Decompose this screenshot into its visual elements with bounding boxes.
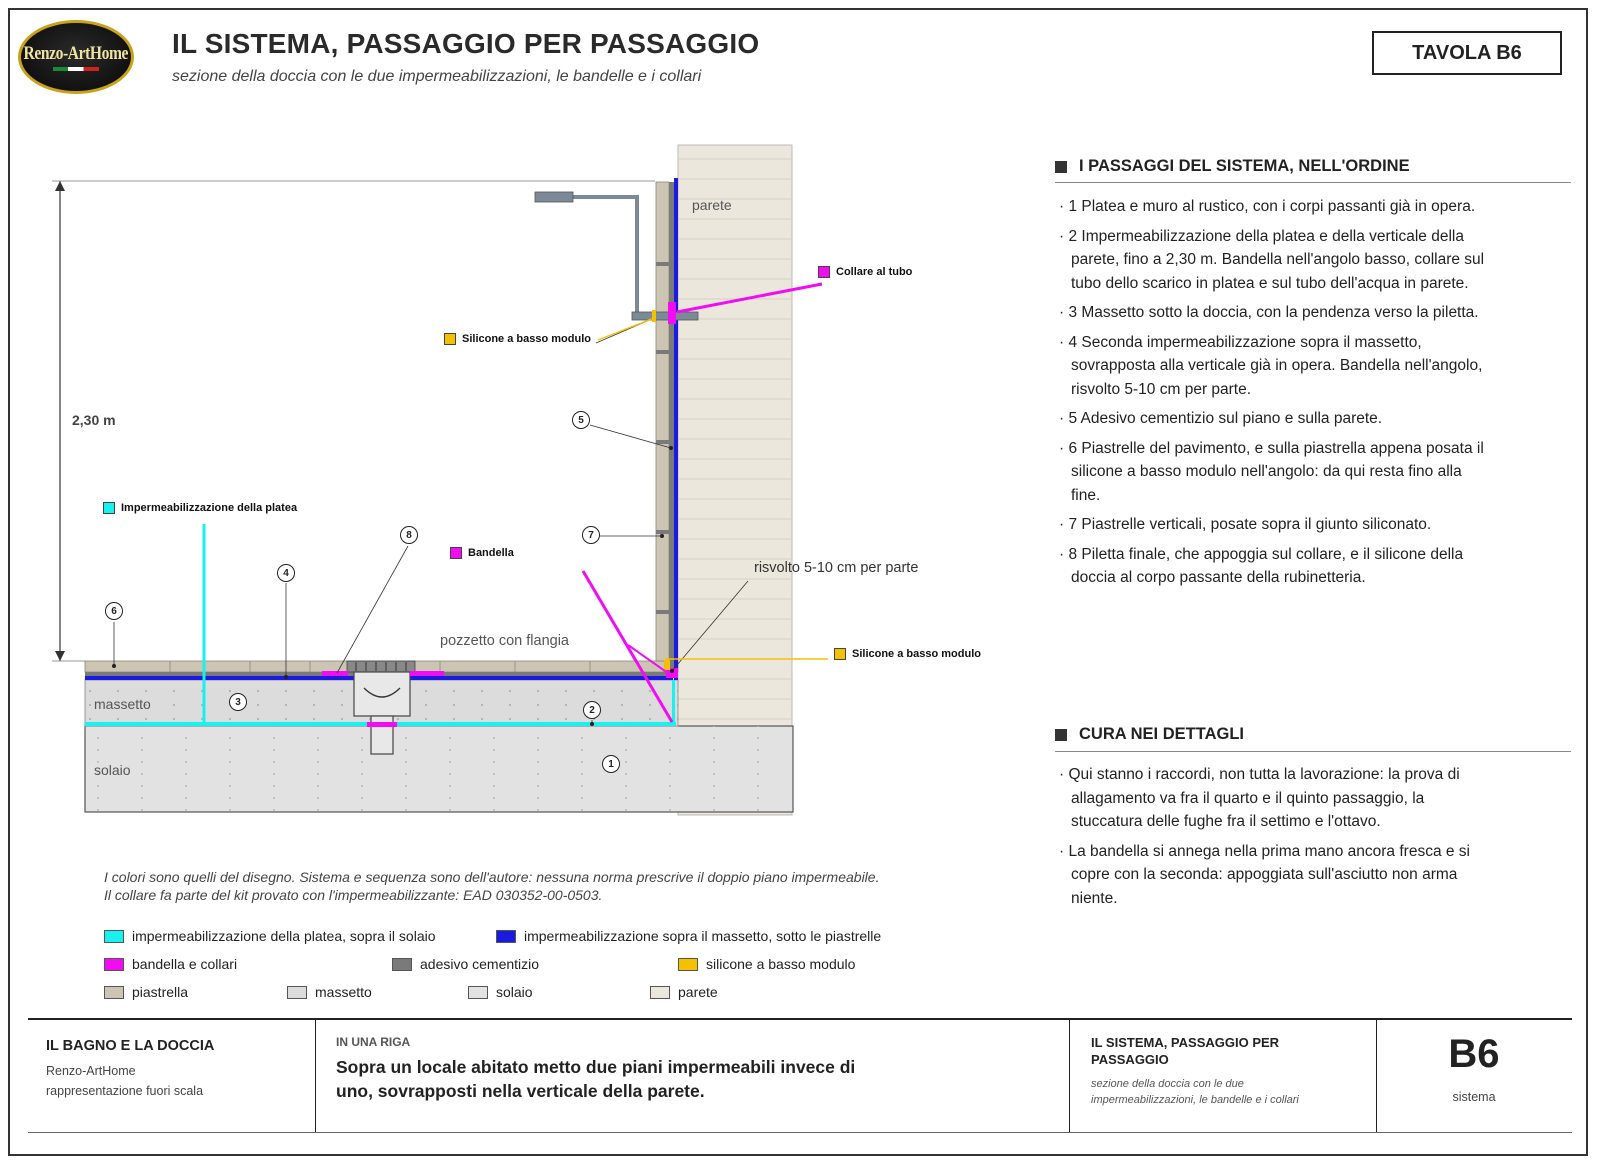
drain-pipe [371,716,393,754]
step-item: · 5 Adesivo cementizio sul piano e sulla parete. [1059,410,1383,427]
legend-label: impermeabilizzazione della platea, sopra il solaio [132,928,436,944]
logo-text: Renzo-ArtHome [23,43,129,64]
square-bullet-icon [1055,729,1067,741]
swatch-cyan [103,502,115,514]
step-item: · 1 Platea e muro al rustico, con i corpi passanti già in opera. [1059,198,1476,215]
legend-swatch [650,986,670,999]
callout-bandella [450,547,514,559]
page-title: IL SISTEMA, PASSAGGIO PER PASSAGGIO [172,28,760,59]
tavola-badge: TAVOLA B6 [1372,31,1562,75]
marker-1: 1 [602,755,620,773]
step-item: · 2 Impermeabilizzazione della platea e della verticale della parete, fino a 2,30 m. Bandella nell'angolo basso, collare sul tubo dello scarico in platea e sul tubo dell'acqua in parete. [1059,227,1485,292]
legend-item [468,984,533,1000]
legend-swatch [287,986,307,999]
marker-6: 6 [105,602,123,620]
height-label: 2,30 m [72,412,116,428]
steps-list [1055,195,1485,596]
callout-silicone-top [444,333,591,345]
footer-sheet-code: B6 [1448,1032,1500,1076]
step-item: · 6 Piastrelle del pavimento, e sulla piastrella appena posata il silicone a basso modulo nell'angolo: da qui resta fino alla fine. [1059,439,1484,504]
label-massetto: massetto [94,696,151,712]
page-subtitle: sezione della doccia con le due impermeabilizzazioni, le bandelle e i collari [172,68,702,85]
legend-label: adesivo cementizio [420,956,540,972]
wall-membrane-blue [674,178,678,680]
callout-silicone-bottom [834,648,981,660]
legend-swatch [468,986,488,999]
divider [1055,751,1571,752]
step-item: · 7 Piastrelle verticali, posate sopra il giunto siliconato. [1059,516,1432,533]
step-item: · 4 Seconda impermeabilizzazione sopra il massetto, sovrapposta alla verticale già in opera. Bandella nell'angolo, risvolto 5-10 cm per parte. [1059,333,1483,398]
step-item: · 8 Piletta finale, che appoggia sul collare, e il silicone della doccia al corpo passante della rubinetteria. [1059,545,1464,586]
label-risvolto: risvolto 5-10 cm per parte [754,560,919,576]
callout-impermeabilizzazione [103,502,297,514]
label-pozzetto: pozzetto con flangia [440,633,569,649]
footer-divider [1069,1018,1070,1132]
callout-bandella-text: Bandella [468,547,514,559]
square-bullet-icon [1055,161,1067,173]
footer-scale-note: rappresentazione fuori scala [46,1084,204,1098]
legend-swatch [678,958,698,971]
marker-5: 5 [572,411,590,429]
drain-body [354,672,410,716]
swatch-yellow [444,333,456,345]
footer-sheet-code-sub: sistema [1452,1090,1496,1104]
footer-bottom-rule [28,1132,1572,1133]
legend-item [287,984,372,1000]
label-parete: parete [692,197,732,213]
footer-summary-text: Sopra un locale abitato metto due piani impermeabili invece di uno, sovrapposti nella verticale della parete. [336,1057,856,1101]
care-heading-text: CURA NEI DETTAGLI [1079,725,1244,743]
swatch-magenta [450,547,462,559]
care-heading [1055,725,1244,744]
footer-author: Renzo-ArtHome [46,1064,136,1078]
diagram-note [104,868,879,904]
care-item: · La bandella si annega nella prima mano ancora fresca e si copre con la seconda: appoggiata sull'asciutto non arma niente. [1059,842,1470,907]
care-list [1055,763,1495,916]
footer-divider [315,1018,316,1132]
legend-item [104,984,188,1000]
legend-label: silicone a basso modulo [706,956,856,972]
wall-tiles [656,182,669,661]
label-solaio: solaio [94,762,131,778]
footer-top-rule [28,1018,1572,1020]
legend-swatch [392,958,412,971]
callout-impermeabilizzazione-text: Impermeabilizzazione della platea [121,502,298,514]
marker-2: 2 [583,701,601,719]
water-pipe [535,197,637,316]
legend-swatch [104,958,124,971]
legend-item [104,956,237,972]
marker-4: 4 [277,564,295,582]
wall-adhesive [669,182,674,676]
legend-label: bandella e collari [132,956,238,972]
legend-swatch [104,930,124,943]
callout-collare [818,266,912,278]
callout-silicone-top-text: Silicone a basso modulo [462,333,591,345]
callout-silicone-bottom-text: Silicone a basso modulo [852,648,981,660]
legend-label: parete [678,984,718,1000]
legend-item [496,928,881,944]
legend-swatch [496,930,516,943]
legend-swatch [104,986,124,999]
step-item: · 3 Massetto sotto la doccia, con la pendenza verso la piletta. [1059,304,1479,321]
care-item: · Qui stanno i raccordi, non tutta la lavorazione: la prova di allagamento va fra il quarto e il quinto passaggio, la stuccatura delle fughe fra il settimo e l'ottavo. [1059,766,1460,830]
legend-item [650,984,718,1000]
legend-label: solaio [496,984,533,1000]
note-line-2: Il collare fa parte del kit provato con l'impermeabilizzante: EAD 030352-00-0503. [104,887,603,903]
legend-item [678,956,855,972]
footer-summary-label: IN UNA RIGA [336,1035,411,1049]
legend-item [392,956,539,972]
marker-8: 8 [400,526,418,544]
marker-3: 3 [229,693,247,711]
footer-sheet-title: IL SISTEMA, PASSAGGIO PER PASSAGGIO [1091,1035,1280,1067]
callout-collare-text: Collare al tubo [836,266,913,278]
marker-7: 7 [582,526,600,544]
swatch-yellow [834,648,846,660]
steps-heading [1055,157,1410,176]
divider [1055,182,1571,183]
legend-item [104,928,436,944]
steps-heading-text: I PASSAGGI DEL SISTEMA, NELL'ORDINE [1079,157,1410,175]
legend-label: impermeabilizzazione sopra il massetto, sotto le piastrelle [524,928,882,944]
footer-series-title: IL BAGNO E LA DOCCIA [46,1038,215,1054]
note-line-1: I colori sono quelli del disegno. Sistema e sequenza sono dell'autore: nessuna norma prescrive il doppio piano impermeabile. [104,869,880,885]
legend-label: piastrella [132,984,189,1000]
footer-sheet-subtitle: sezione della doccia con le due impermeabilizzazioni, le bandelle e i collari [1091,1078,1299,1106]
swatch-magenta [818,266,830,278]
legend-label: massetto [315,984,372,1000]
drain-grid [347,661,415,672]
